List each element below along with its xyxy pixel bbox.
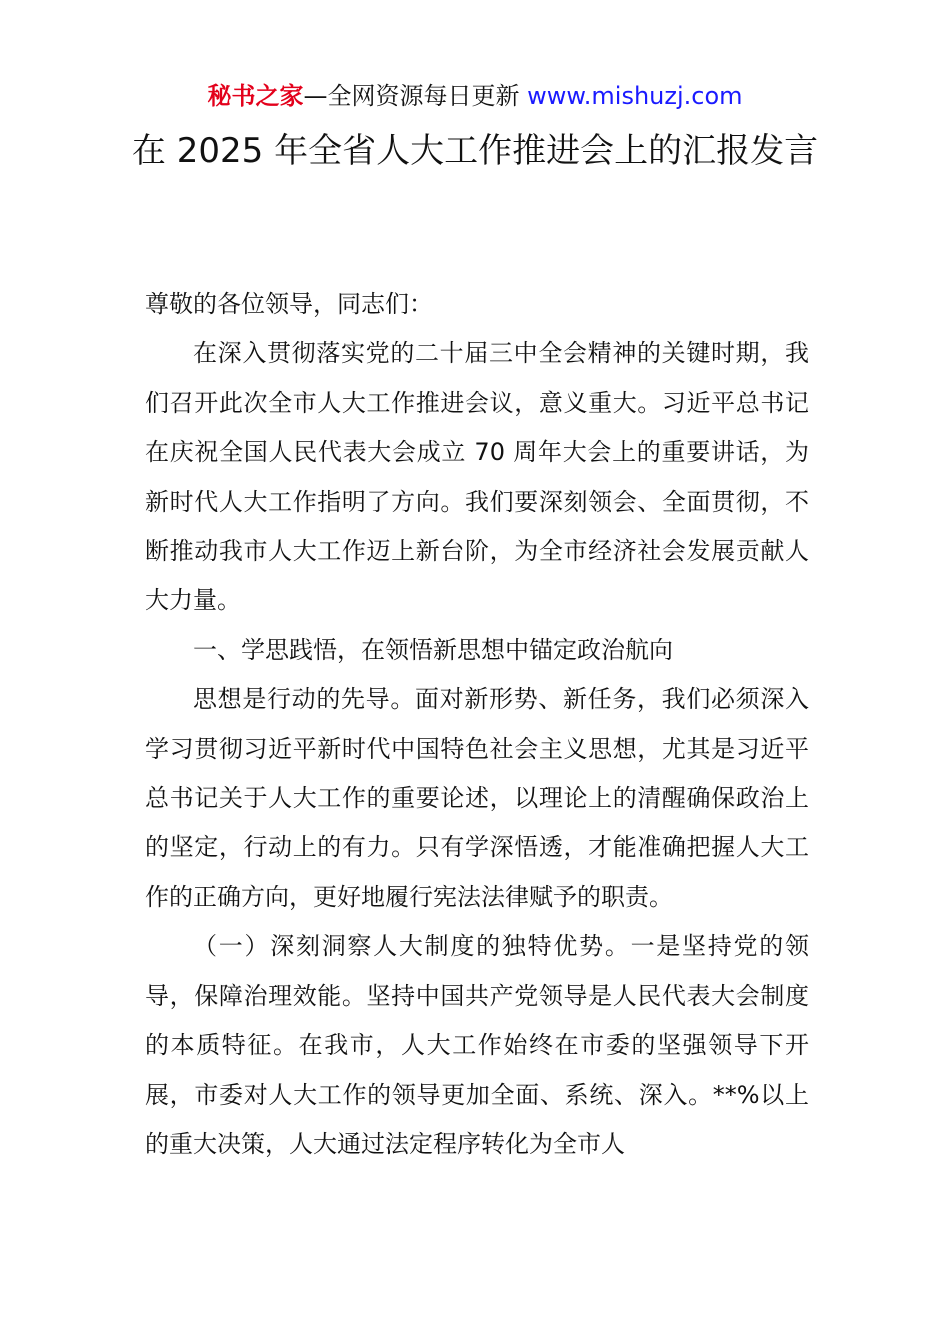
header-tagline: —全网资源每日更新 xyxy=(303,82,528,110)
site-header xyxy=(0,80,950,112)
paragraph-section-1: 思想是行动的先导。面对新形势、新任务，我们必须深入学习贯彻习近平新时代中国特色社会主义思想，尤其是习近平总书记关于人大工作的重要论述，以理论上的清醒确保政治上的坚定，行动上的有力。只有学深悟透，才能准确把握人大工作的正确方向，更好地履行宪法法律赋予的职责。 xyxy=(145,685,809,911)
site-url-link[interactable]: www.mishuzj.com xyxy=(527,82,743,110)
section-heading-1: 一、学思践悟，在领悟新思想中锚定政治航向 xyxy=(193,635,673,664)
salutation: 尊敬的各位领导，同志们： xyxy=(145,290,433,318)
paragraph-intro: 在深入贯彻落实党的二十届三中全会精神的关键时期，我们召开此次全市人大工作推进会议，意义重大。习近平总书记在庆祝全国人民代表大会成立 70 周年大会上的重要讲话，为新时代人大工作指明了方向。我们要深刻领会、全面贯彻，不断推动我市人大工作迈上新台阶，为全市经济社会发展贡献人大力量。 xyxy=(145,339,809,615)
brand-name: 秘书之家 xyxy=(207,82,304,110)
document-title: 在 2025 年全省人大工作推进会上的汇报发言 xyxy=(131,131,819,171)
paragraph-subsection-1: （一）深刻洞察人大制度的独特优势。一是坚持党的领导，保障治理效能。坚持中国共产党领导是人民代表大会制度的本质特征。在我市，人大工作始终在市委的坚强领导下开展，市委对人大工作的领导更加全面、系统、深入。**%以上的重大决策，人大通过法定程序转化为全市人 xyxy=(145,932,809,1158)
document-body xyxy=(145,280,809,1169)
